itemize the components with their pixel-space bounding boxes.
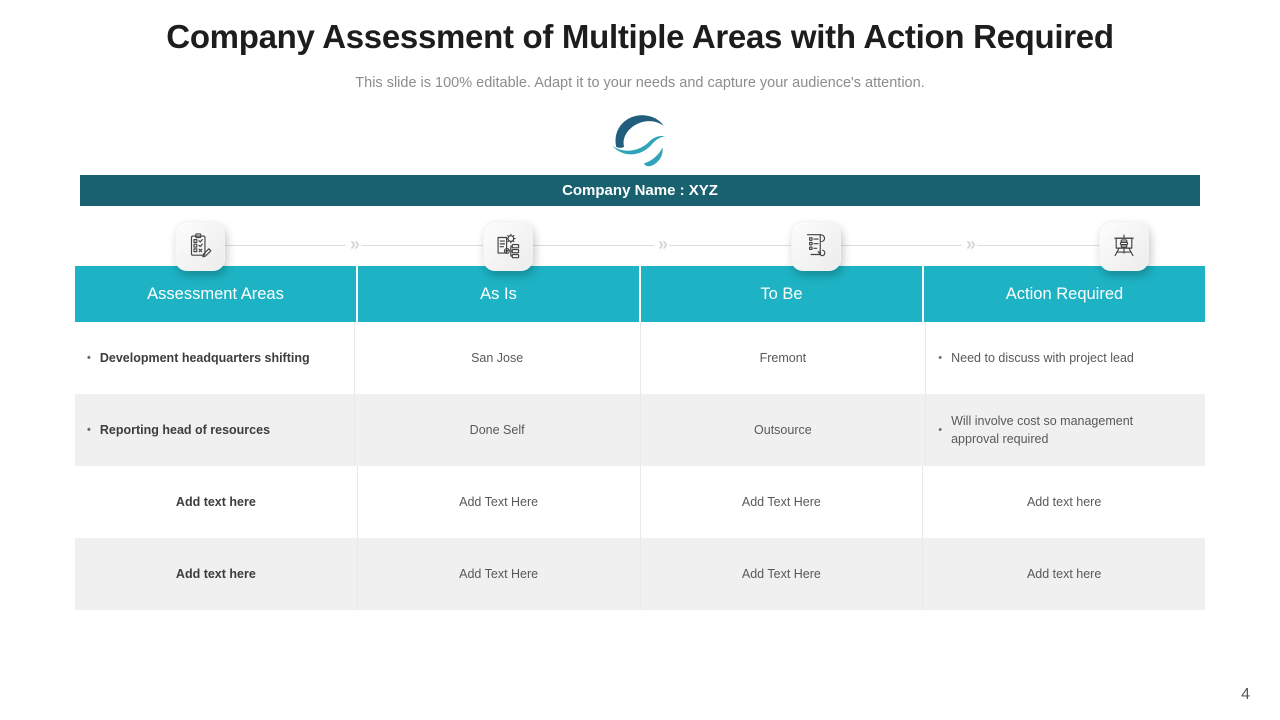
cell-to-be — [641, 322, 927, 394]
cell-text: San Jose — [471, 351, 524, 365]
cell-text: Need to discuss with project lead — [951, 350, 1134, 365]
company-logo — [607, 109, 673, 169]
cell-as-is — [355, 394, 641, 466]
placeholder-text: Add text here — [175, 495, 256, 509]
column-header-action-required: Action Required — [1005, 284, 1124, 303]
to-be-checklist-scroll-icon — [791, 221, 841, 271]
placeholder-text: Add text here — [175, 567, 256, 581]
cell-to-be-placeholder[interactable] — [641, 466, 924, 538]
cell-action-required — [926, 394, 1205, 466]
chevron-right-icon: » — [962, 234, 977, 255]
placeholder-text: Add Text Here — [741, 567, 821, 581]
cell-text: Will involve cost so management approval required — [951, 413, 1134, 446]
bullet-icon: • — [87, 423, 91, 436]
cell-to-be — [641, 394, 927, 466]
page-number: 4 — [1241, 686, 1250, 703]
placeholder-text: Add Text Here — [741, 495, 821, 509]
cell-text: Outsource — [754, 423, 812, 437]
cell-as-is-placeholder[interactable] — [358, 466, 641, 538]
table-row — [75, 538, 1205, 610]
company-name-label: Company Name : XYZ — [562, 182, 718, 199]
company-name-banner — [80, 175, 1200, 206]
placeholder-text: Add Text Here — [459, 567, 539, 581]
column-header-as-is: As Is — [358, 266, 641, 322]
cell-as-is — [355, 322, 641, 394]
placeholder-text: Add text here — [1026, 494, 1102, 509]
table-row — [75, 322, 1205, 394]
cell-action-placeholder[interactable] — [923, 538, 1205, 610]
chevron-right-icon: » — [654, 234, 669, 255]
cell-text: Fremont — [759, 351, 807, 365]
cell-assessment-area-placeholder[interactable] — [75, 538, 358, 610]
bullet-icon: • — [87, 351, 91, 364]
cell-text: Development headquarters shifting — [99, 351, 310, 365]
swoosh-globe-logo-icon — [607, 109, 673, 169]
slide-title: Company Assessment of Multiple Areas with Action Required — [166, 18, 1114, 55]
table-row — [75, 394, 1205, 466]
cell-as-is-placeholder[interactable] — [358, 538, 641, 610]
cell-to-be-placeholder[interactable] — [641, 538, 924, 610]
cell-action-placeholder[interactable] — [923, 466, 1205, 538]
column-header-to-be: To Be — [641, 266, 924, 322]
cell-assessment-area-placeholder[interactable] — [75, 466, 358, 538]
action-presentation-easel-icon — [1099, 221, 1149, 271]
bullet-icon: • — [938, 351, 943, 364]
cell-action-required — [926, 322, 1205, 394]
table-header-row — [75, 266, 1205, 322]
slide-subtitle: This slide is 100% editable. Adapt it to your needs and capture your audience's attention. — [355, 75, 925, 91]
placeholder-text: Add Text Here — [459, 495, 539, 509]
cell-assessment-area — [75, 322, 355, 394]
table-body — [75, 322, 1205, 610]
cell-text: Reporting head of resources — [99, 423, 271, 437]
table-row — [75, 466, 1205, 538]
as-is-process-gear-icon — [483, 221, 533, 271]
cell-text: Done Self — [469, 423, 525, 437]
column-header-assessment-areas: Assessment Areas — [75, 266, 358, 322]
cell-assessment-area — [75, 394, 355, 466]
chevron-right-icon: » — [346, 234, 361, 255]
assessment-clipboard-icon — [175, 221, 225, 271]
placeholder-text: Add text here — [1026, 566, 1102, 581]
bullet-icon: • — [938, 423, 943, 436]
